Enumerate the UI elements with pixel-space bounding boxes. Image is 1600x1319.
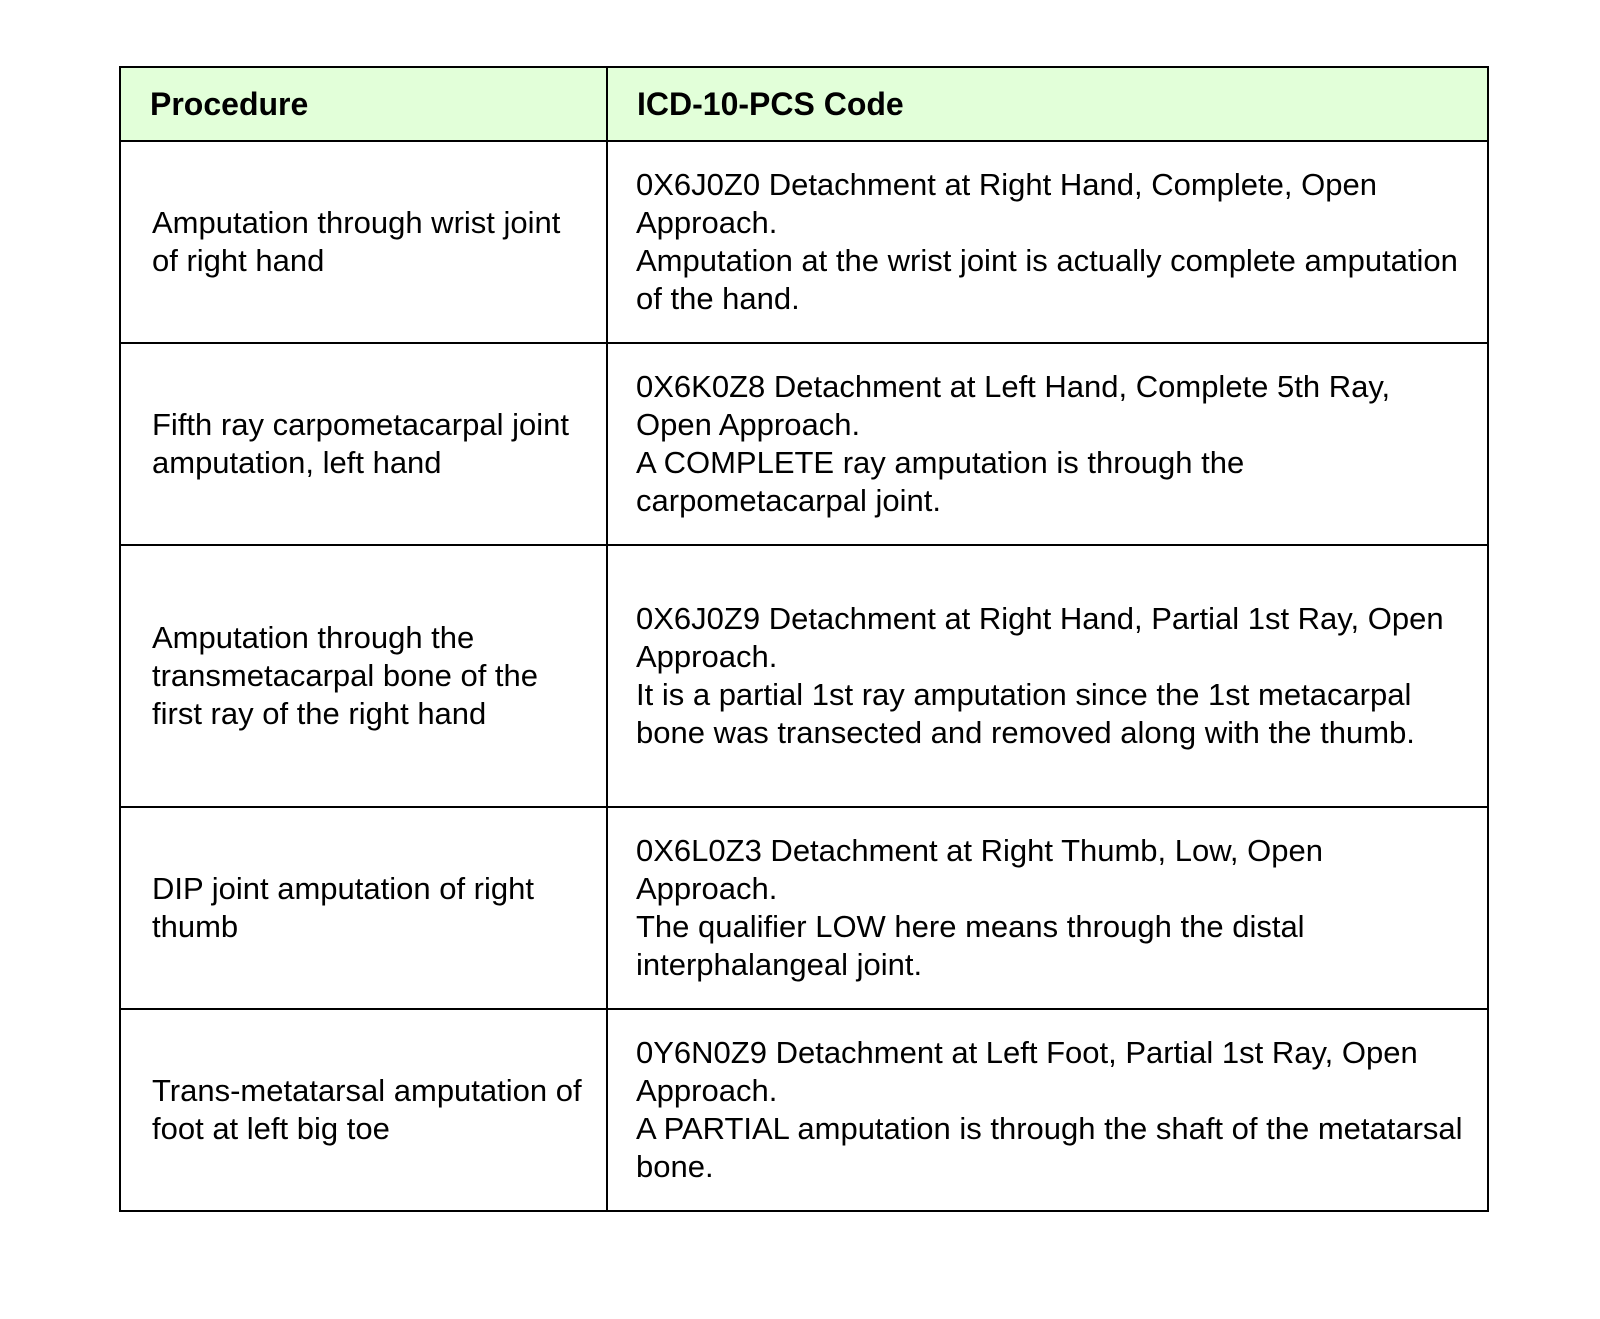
code-cell bbox=[607, 807, 1488, 1009]
code-description: 0Y6N0Z9 Detachment at Left Foot, Partial 1st Ray, Open Approach. bbox=[636, 1035, 1418, 1108]
code-note: The qualifier LOW here means through the distal interphalangeal joint. bbox=[636, 909, 1305, 982]
code-cell bbox=[607, 343, 1488, 545]
table-row bbox=[120, 807, 1488, 1009]
code-description: 0X6J0Z0 Detachment at Right Hand, Complete, Open Approach. bbox=[636, 167, 1377, 240]
code-cell bbox=[607, 141, 1488, 343]
procedure-cell: Trans-metatarsal amputation of foot at left big toe bbox=[120, 1009, 607, 1211]
code-cell bbox=[607, 545, 1488, 807]
table-row bbox=[120, 1009, 1488, 1211]
table-row bbox=[120, 545, 1488, 807]
code-description: 0X6L0Z3 Detachment at Right Thumb, Low, Open Approach. bbox=[636, 833, 1323, 906]
header-procedure: Procedure bbox=[120, 67, 607, 141]
code-cell bbox=[607, 1009, 1488, 1211]
header-icd-code: ICD-10-PCS Code bbox=[607, 67, 1488, 141]
code-note: Amputation at the wrist joint is actually complete amputation of the hand. bbox=[636, 243, 1458, 316]
procedure-cell: Fifth ray carpometacarpal joint amputation, left hand bbox=[120, 343, 607, 545]
table-header-row bbox=[120, 67, 1488, 141]
procedure-code-table bbox=[119, 66, 1489, 1212]
table-row bbox=[120, 343, 1488, 545]
table-row bbox=[120, 141, 1488, 343]
code-note: It is a partial 1st ray amputation since the 1st metacarpal bone was transected and removed along with the thumb. bbox=[636, 677, 1415, 750]
code-note: A COMPLETE ray amputation is through the carpometacarpal joint. bbox=[636, 445, 1245, 518]
procedure-cell: Amputation through the transmetacarpal bone of the first ray of the right hand bbox=[120, 545, 607, 807]
procedure-cell: Amputation through wrist joint of right hand bbox=[120, 141, 607, 343]
code-note: A PARTIAL amputation is through the shaft of the metatarsal bone. bbox=[636, 1111, 1463, 1184]
procedure-cell: DIP joint amputation of right thumb bbox=[120, 807, 607, 1009]
code-description: 0X6J0Z9 Detachment at Right Hand, Partial 1st Ray, Open Approach. bbox=[636, 601, 1444, 674]
code-description: 0X6K0Z8 Detachment at Left Hand, Complete 5th Ray, Open Approach. bbox=[636, 369, 1391, 442]
